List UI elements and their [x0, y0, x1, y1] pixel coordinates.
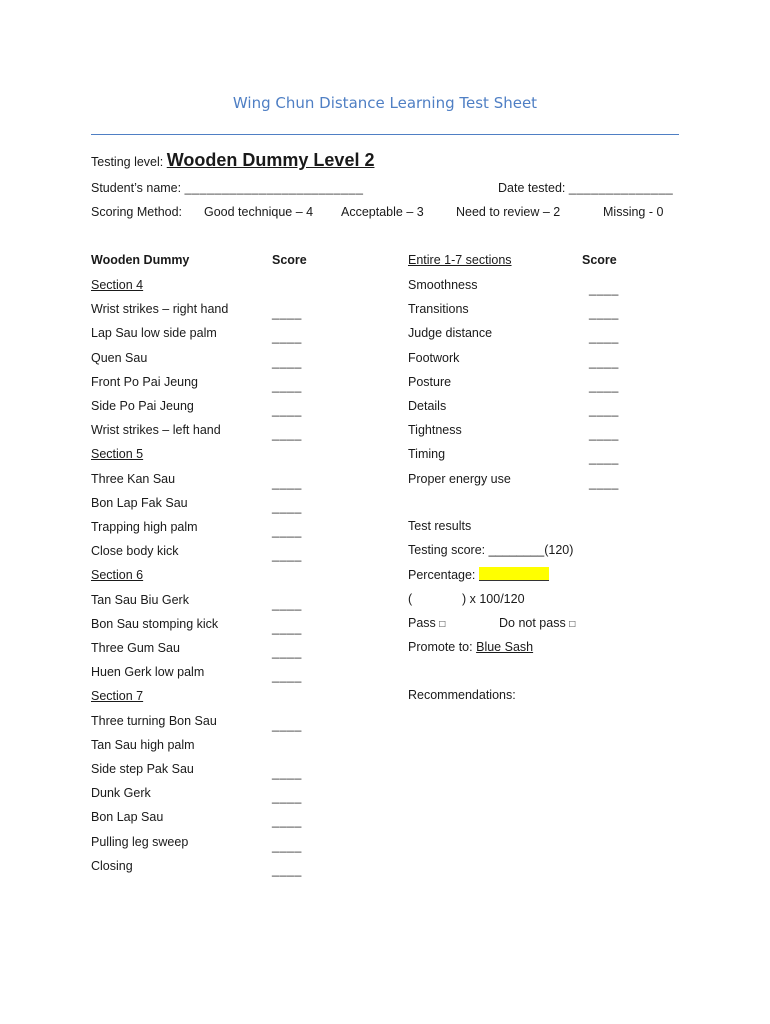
score-blank[interactable]: ____ [272, 645, 302, 659]
left-score-header: Score [272, 253, 307, 267]
promote-label: Promote to: [408, 640, 473, 654]
student-name-field[interactable]: ________________________ [184, 181, 364, 195]
score-blank[interactable]: ____ [272, 330, 302, 344]
technique-label: Three turning Bon Sau [91, 714, 217, 728]
criterion-score-blank[interactable]: ____ [589, 355, 619, 369]
criterion-score-blank[interactable]: ____ [589, 403, 619, 417]
testing-score[interactable]: Testing score: ________(120) [408, 543, 574, 557]
score-blank[interactable]: ____ [272, 306, 302, 320]
technique-label: Quen Sau [91, 351, 148, 365]
technique-label: Wrist strikes – right hand [91, 302, 229, 316]
technique-label: Bon Lap Fak Sau [91, 496, 188, 510]
score-blank[interactable]: ____ [272, 403, 302, 417]
scoring-good: Good technique – 4 [204, 205, 314, 219]
technique-label: Front Po Pai Jeung [91, 375, 199, 389]
scoring-acceptable: Acceptable – 3 [341, 205, 424, 219]
pass-option[interactable] [408, 616, 445, 630]
score-blank[interactable]: ____ [272, 427, 302, 441]
score-blank[interactable]: ____ [272, 839, 302, 853]
section-heading: Section 6 [91, 568, 144, 582]
promote-value: Blue Sash [476, 640, 534, 654]
technique-label: Three Gum Sau [91, 641, 180, 655]
date-tested-field[interactable]: ______________ [568, 181, 674, 195]
score-blank[interactable]: ____ [272, 597, 302, 611]
criterion-score-blank[interactable]: ____ [589, 451, 619, 465]
score-blank[interactable]: ____ [272, 355, 302, 369]
criterion-label: Tightness [408, 423, 462, 437]
score-blank[interactable]: ____ [272, 379, 302, 393]
percentage-line [408, 567, 549, 582]
score-blank[interactable]: ____ [272, 500, 302, 514]
technique-label: Wrist strikes – left hand [91, 423, 221, 437]
scoring-review: Need to review – 2 [456, 205, 561, 219]
not-pass-checkbox[interactable]: □ [569, 619, 576, 630]
section-heading: Section 7 [91, 689, 144, 703]
score-blank[interactable]: ____ [272, 548, 302, 562]
percentage-label: Percentage: [408, 568, 476, 582]
technique-label: Three Kan Sau [91, 472, 176, 486]
student-name-label: Student’s name: [91, 181, 182, 195]
technique-label: Trapping high palm [91, 520, 198, 534]
formula-rest: ) x 100/120 [462, 592, 525, 606]
criterion-label: Posture [408, 375, 452, 389]
recommendations-label: Recommendations: [408, 688, 516, 702]
criterion-label: Timing [408, 447, 446, 461]
criterion-score-blank[interactable]: ____ [589, 427, 619, 441]
document-title: Wing Chun Distance Learning Test Sheet [232, 94, 538, 112]
promote-line [408, 640, 533, 654]
criterion-score-blank[interactable]: ____ [589, 282, 619, 296]
formula-open: ( [408, 592, 413, 606]
criterion-score-blank[interactable]: ____ [589, 379, 619, 393]
criterion-label: Transitions [408, 302, 469, 316]
testing-level-line [91, 150, 374, 171]
testing-level-value: Wooden Dummy Level 2 [166, 150, 375, 170]
technique-label: Dunk Gerk [91, 786, 151, 800]
technique-label: Bon Lap Sau [91, 810, 164, 824]
pass-checkbox[interactable]: □ [439, 619, 446, 630]
not-pass-label: Do not pass [499, 616, 566, 630]
criterion-label: Proper energy use [408, 472, 511, 486]
technique-label: Tan Sau high palm [91, 738, 195, 752]
student-name-line [91, 181, 363, 195]
score-blank[interactable]: ____ [272, 718, 302, 732]
score-blank[interactable]: ____ [272, 621, 302, 635]
technique-label: Lap Sau low side palm [91, 326, 217, 340]
date-tested-line [498, 181, 673, 195]
score-blank[interactable]: ____ [272, 790, 302, 804]
scoring-missing: Missing - 0 [603, 205, 664, 219]
testing-level-label: Testing level: [91, 155, 164, 169]
technique-label: Side step Pak Sau [91, 762, 194, 776]
score-blank[interactable]: ____ [272, 863, 302, 877]
technique-label: Huen Gerk low palm [91, 665, 205, 679]
score-blank[interactable]: ____ [272, 476, 302, 490]
score-blank[interactable]: ____ [272, 524, 302, 538]
technique-label: Side Po Pai Jeung [91, 399, 194, 413]
criterion-score-blank[interactable]: ____ [589, 306, 619, 320]
criterion-label: Details [408, 399, 447, 413]
not-pass-option[interactable] [499, 616, 575, 630]
right-table-header: Entire 1-7 sections [408, 253, 512, 267]
criterion-label: Judge distance [408, 326, 493, 340]
criterion-label: Footwork [408, 351, 460, 365]
criterion-score-blank[interactable]: ____ [589, 330, 619, 344]
test-results-heading: Test results [408, 519, 472, 533]
criterion-label: Smoothness [408, 278, 478, 292]
technique-label: Bon Sau stomping kick [91, 617, 219, 631]
title-rule [91, 134, 679, 135]
score-blank[interactable]: ____ [272, 766, 302, 780]
section-heading: Section 5 [91, 447, 144, 461]
score-blank[interactable]: ____ [272, 814, 302, 828]
pass-label: Pass [408, 616, 436, 630]
technique-label: Pulling leg sweep [91, 835, 189, 849]
criterion-score-blank[interactable]: ____ [589, 476, 619, 490]
technique-label: Closing [91, 859, 133, 873]
score-blank[interactable]: ____ [272, 669, 302, 683]
technique-label: Tan Sau Biu Gerk [91, 593, 189, 607]
technique-label: Close body kick [91, 544, 179, 558]
scoring-method-label: Scoring Method: [91, 205, 183, 219]
right-score-header: Score [582, 253, 617, 267]
date-tested-label: Date tested: [498, 181, 566, 195]
percentage-field[interactable] [479, 567, 549, 581]
section-heading: Section 4 [91, 278, 144, 292]
left-table-header: Wooden Dummy [91, 253, 190, 267]
